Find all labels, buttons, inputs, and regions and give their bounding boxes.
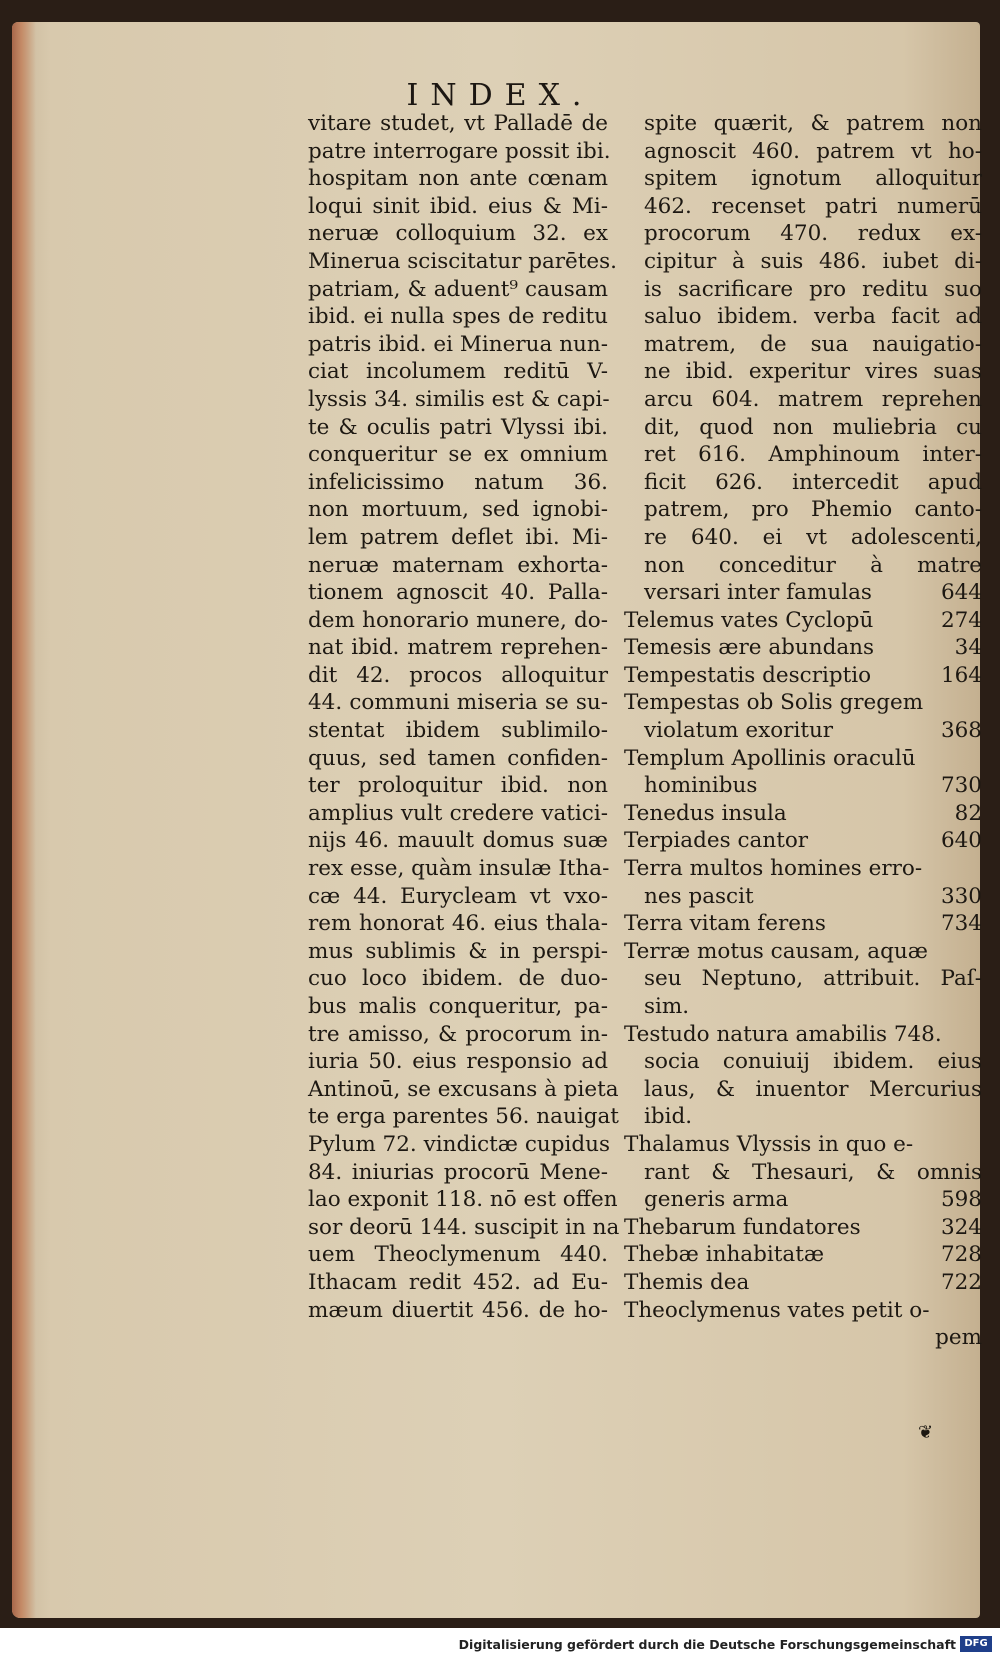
index-line: Terræ motus causam, aquæ xyxy=(624,938,928,964)
index-entry xyxy=(624,1214,982,1242)
footer-credit: Digitalisierung gefördert durch die Deutsche Forschungsgemeinschaft xyxy=(458,1637,956,1652)
index-line: neruæ maternam exhorta- xyxy=(308,552,608,578)
index-entry xyxy=(624,827,982,855)
footer-bar xyxy=(0,1628,1000,1659)
index-entry xyxy=(624,883,982,911)
index-line: tre amisso, & procorum in- xyxy=(308,1021,608,1047)
index-line: ne ibid. experitur vires suas xyxy=(644,359,982,385)
dfg-logo: DFG xyxy=(960,1636,992,1652)
page-number: 324 xyxy=(940,1214,982,1240)
index-entry xyxy=(624,1186,982,1214)
index-line: ciat incolumem reditū V- xyxy=(308,359,608,385)
index-line: lao exponit 118. nō est offen xyxy=(308,1187,618,1213)
index-line: vitare studet, vt Palladē de xyxy=(308,111,608,136)
entry-text: Tenedus insula xyxy=(624,800,787,826)
index-line: quus, sed tamen confiden- xyxy=(308,745,608,771)
page-number: 640 xyxy=(940,828,982,854)
index-line: Terra multos homines erro- xyxy=(624,856,923,882)
index-line: procorum 470. redux ex- xyxy=(644,221,982,247)
ornament-glyph: ❦ xyxy=(918,1422,934,1443)
index-entry xyxy=(624,1269,982,1297)
page-number: 644 xyxy=(940,580,982,606)
index-line: mus sublimis & in perspi- xyxy=(308,938,608,964)
index-line: Testudo natura amabilis 748. xyxy=(624,1021,942,1047)
index-line: amplius vult credere vatici- xyxy=(308,800,608,826)
index-line: 84. iniurias procorū Mene- xyxy=(308,1159,608,1185)
index-line: is sacrificare pro reditu suo xyxy=(644,276,982,302)
index-line: Tempestas ob Solis gregem xyxy=(624,690,924,716)
index-line: stentat ibidem sublimilo- xyxy=(308,718,608,744)
index-line: 44. communi miseria se su- xyxy=(308,690,608,716)
index-entry xyxy=(624,910,982,938)
page-number: 598 xyxy=(940,1187,982,1213)
entry-text: Temesis ære abundans xyxy=(624,635,875,661)
index-entry xyxy=(624,662,982,690)
index-line: bus malis conqueritur, pa- xyxy=(308,994,608,1019)
index-line: tionem agnoscit 40. Palla- xyxy=(308,580,608,606)
right-column xyxy=(624,110,982,1352)
index-line: patris ibid. ei Minerua nun- xyxy=(308,331,608,357)
index-line: uem Theoclymenum 440. xyxy=(308,1242,608,1268)
entry-text: nes pascit xyxy=(644,883,754,909)
entry-text: hominibus xyxy=(644,773,758,799)
index-line: patrem, pro Phemio canto- xyxy=(644,497,982,523)
entry-text: Tempestatis descriptio xyxy=(624,662,872,688)
index-line: Templum Apollinis oraculū xyxy=(624,745,916,771)
entry-text: Thebarum fundatores xyxy=(624,1214,861,1240)
index-line: Ithacam redit 452. ad Eu- xyxy=(308,1269,608,1295)
index-line: saluo ibidem. verba facit ad xyxy=(644,304,982,330)
index-line: iuria 50. eius responsio ad xyxy=(308,1049,608,1075)
index-line: cipitur à suis 486. iubet di- xyxy=(644,248,982,274)
entry-text: Terpiades cantor xyxy=(624,828,809,854)
index-line: ter proloquitur ibid. non xyxy=(308,773,608,799)
index-line: agnoscit 460. patrem vt ho- xyxy=(644,138,982,164)
index-line: rex esse, quàm insulæ Itha- xyxy=(308,856,610,882)
index-entry xyxy=(624,800,982,828)
index-line: ibid. ei nulla spes de reditu xyxy=(308,304,608,330)
index-line: loqui sinit ibid. eius & Mi- xyxy=(308,193,608,219)
index-line: rem honorat 46. eius thala- xyxy=(308,911,608,937)
index-line: dit 42. procos alloquitur xyxy=(308,662,608,688)
page-edge xyxy=(12,22,36,1618)
index-line: non mortuum, sed ignobi- xyxy=(308,497,608,523)
index-line: Theoclymenus vates petit o- xyxy=(624,1297,930,1323)
index-line: dit, quod non muliebria cu xyxy=(644,414,982,440)
index-line: patre interrogare possit ibi. xyxy=(308,138,611,164)
page-number: 728 xyxy=(940,1242,982,1268)
page-number: 722 xyxy=(940,1269,982,1295)
index-line: lyssis 34. similis est & capi- xyxy=(308,386,610,412)
index-line: re 640. ei vt adolescenti, xyxy=(644,524,982,550)
index-line: laus, & inuentor Mercurius xyxy=(644,1076,982,1102)
index-line: sim. xyxy=(644,994,690,1019)
index-line: Thalamus Vlyssis in quo e- xyxy=(624,1131,914,1157)
index-line: non conceditur à matre xyxy=(644,552,982,578)
index-line: lem patrem deflet ibi. Mi- xyxy=(308,524,608,550)
index-line: te & oculis patri Vlyssi ibi. xyxy=(308,414,608,440)
entry-text: Terra vitam ferens xyxy=(624,911,826,937)
page-number: 730 xyxy=(940,773,982,799)
left-column xyxy=(308,110,620,1324)
index-line: matrem, de sua nauigatio- xyxy=(644,331,982,357)
index-line: dem honorario munere, do- xyxy=(308,607,608,633)
index-line: Minerua sciscitatur parētes. xyxy=(308,248,618,274)
index-line: ficit 626. intercedit apud xyxy=(644,469,982,495)
page-number: 368 xyxy=(940,718,982,744)
index-line: rant & Thesauri, & omnis xyxy=(644,1159,982,1185)
index-line: spitem ignotum alloquitur xyxy=(644,166,982,192)
index-line: cæ 44. Eurycleam vt vxo- xyxy=(308,883,608,909)
entry-text: generis arma xyxy=(644,1187,789,1213)
index-line: seu Neptuno, attribuit. Paſ- xyxy=(644,966,982,992)
index-line: sor deorū 144. suscipit in na xyxy=(308,1214,620,1240)
page-number: 82 xyxy=(954,800,982,826)
index-entry xyxy=(624,579,982,607)
index-line: Pylum 72. vindictæ cupidus xyxy=(308,1131,610,1157)
page-number: 330 xyxy=(940,883,982,909)
index-line: arcu 604. matrem reprehen xyxy=(644,386,982,412)
page-number: 34 xyxy=(954,635,982,661)
index-line: pem xyxy=(935,1325,982,1351)
index-line: ibid. xyxy=(644,1104,693,1130)
entry-text: Themis dea xyxy=(624,1269,750,1295)
index-line: conqueritur se ex omnium xyxy=(308,442,608,468)
entry-text: violatum exoritur xyxy=(644,718,834,744)
index-entry xyxy=(624,607,982,635)
index-line: te erga parentes 56. nauigat xyxy=(308,1104,619,1130)
index-line: patriam, & aduent⁹ causam xyxy=(308,276,608,302)
page-number: 164 xyxy=(940,662,982,688)
index-line: infelicissimo natum 36. xyxy=(308,469,608,495)
index-line: spite quærit, & patrem non xyxy=(644,111,982,136)
index-entry xyxy=(624,772,982,800)
index-line: cuo loco ibidem. de duo- xyxy=(308,966,608,992)
index-line: 462. recenset patri numerū xyxy=(644,193,982,219)
index-entry xyxy=(624,1241,982,1269)
entry-text: Thebæ inhabitatæ xyxy=(624,1242,825,1268)
index-line: ret 616. Amphinoum inter- xyxy=(644,442,982,468)
index-line: nijs 46. mauult domus suæ xyxy=(308,828,608,854)
index-line: neruæ colloquium 32. ex xyxy=(308,221,608,247)
index-line: Antinoū, se excusans à pieta xyxy=(308,1076,619,1102)
page-number: 274 xyxy=(940,607,982,633)
index-entry xyxy=(624,717,982,745)
page-number: 734 xyxy=(940,911,982,937)
index-line: nat ibid. matrem reprehen- xyxy=(308,635,608,661)
index-line: hospitam non ante cœnam xyxy=(308,166,608,192)
index-line: mæum diuertit 456. de ho- xyxy=(308,1297,608,1323)
page-header: INDEX. xyxy=(406,78,594,113)
index-entry xyxy=(624,634,982,662)
index-line: socia conuiuij ibidem. eius xyxy=(644,1049,982,1075)
entry-text: Telemus vates Cyclopū xyxy=(624,607,874,633)
entry-text: versari inter famulas xyxy=(644,580,872,606)
